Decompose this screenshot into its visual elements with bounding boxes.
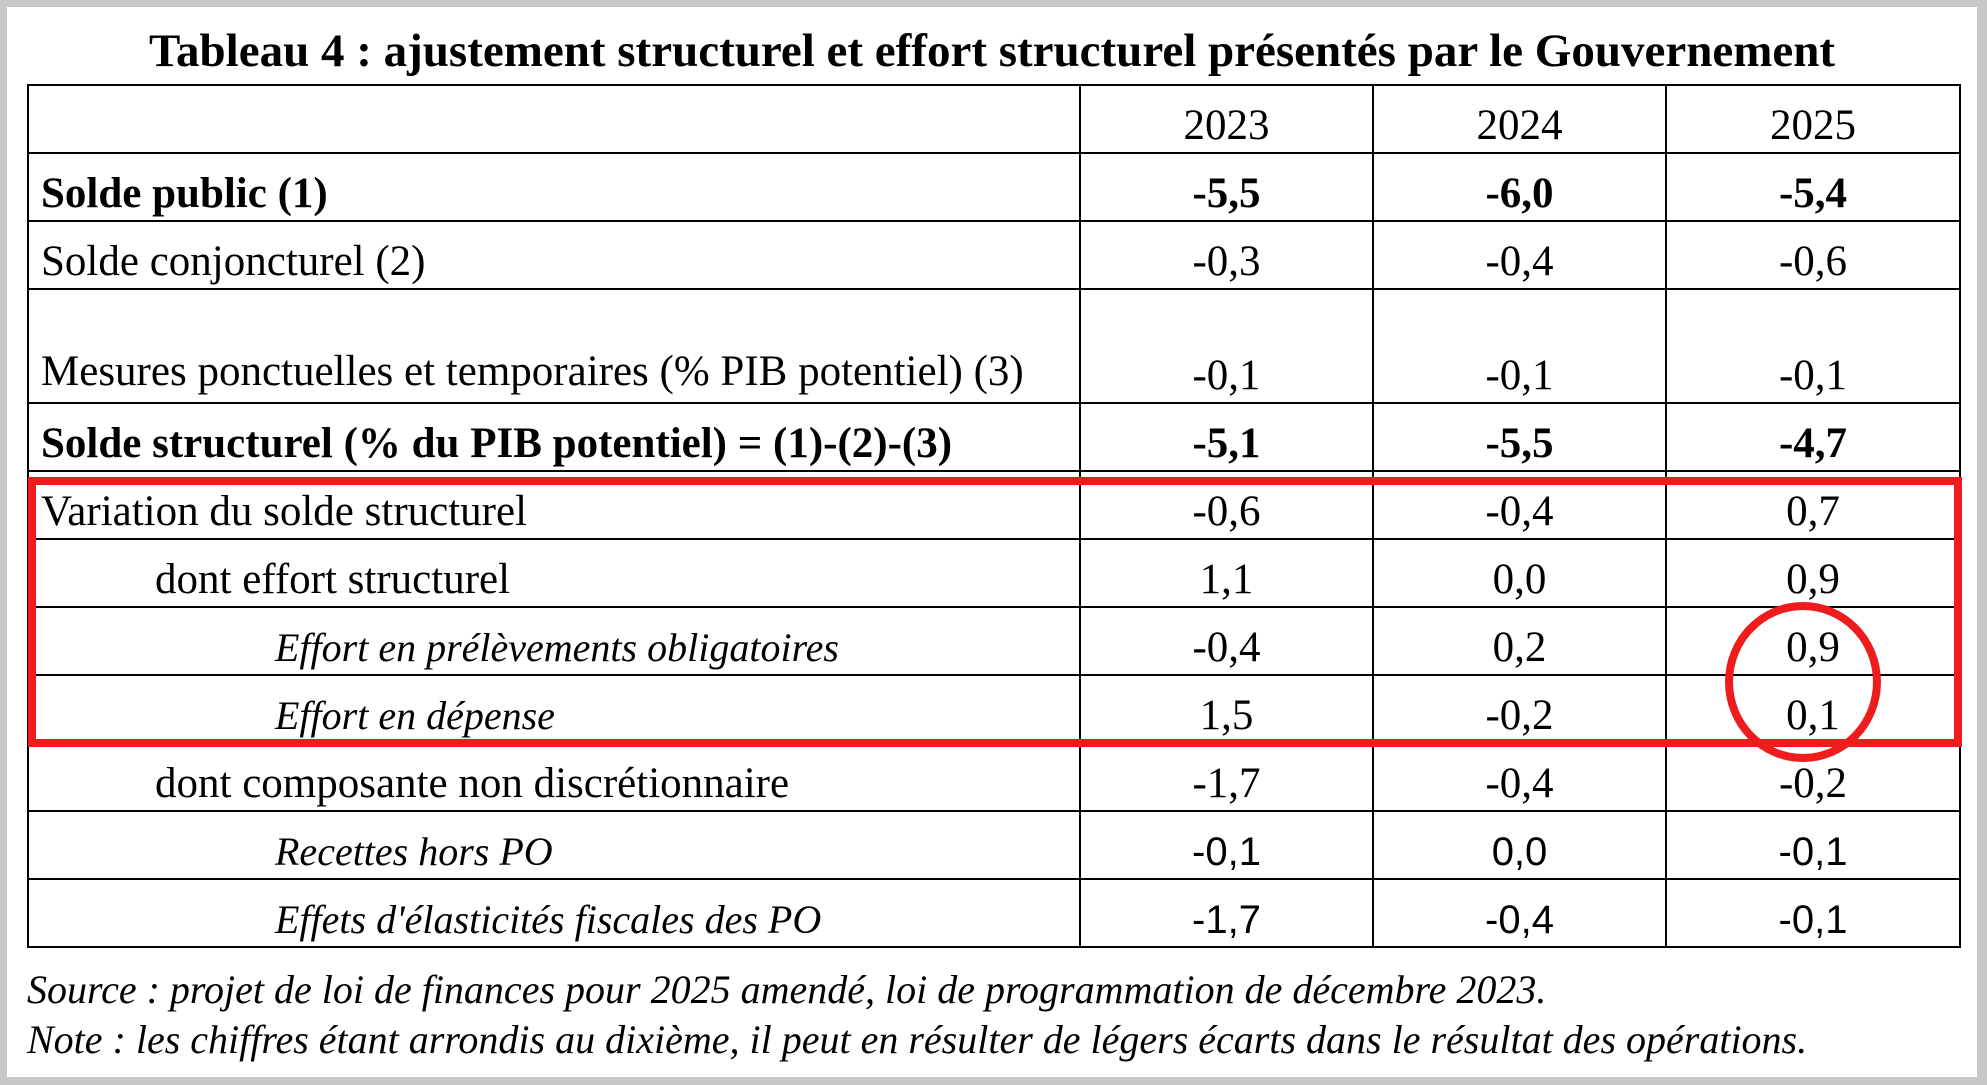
table-row — [28, 289, 1960, 403]
cell-value: -0,1 — [1666, 811, 1960, 879]
cell-value: -0,4 — [1373, 471, 1666, 539]
cell-value: -5,5 — [1373, 403, 1666, 471]
row-label: Recettes hors PO — [28, 811, 1080, 879]
table-title: Tableau 4 : ajustement structurel et effort structurel présentés par le Gouvernement — [148, 25, 1835, 77]
table-row — [28, 879, 1960, 947]
cell-value: -6,0 — [1373, 153, 1666, 221]
row-label: dont composante non discrétionnaire — [28, 743, 1080, 811]
cell-value: -0,1 — [1080, 289, 1373, 403]
row-label: Effets d'élasticités fiscales des PO — [28, 879, 1080, 947]
row-label: Effort en dépense — [28, 675, 1080, 743]
table-row — [28, 675, 1960, 743]
document-sheet — [7, 7, 1977, 1077]
rounding-note: Note : les chiffres étant arrondis au dixième, il peut en résulter de légers écarts dans le résultat des opérations. — [27, 1017, 1808, 1062]
cell-value: 0,7 — [1666, 471, 1960, 539]
cell-value: 1,5 — [1080, 675, 1373, 743]
cell-value: -0,2 — [1666, 743, 1960, 811]
cell-value: -0,1 — [1666, 289, 1960, 403]
cell-value: -0,4 — [1373, 221, 1666, 289]
table-row — [28, 539, 1960, 607]
table-row — [28, 607, 1960, 675]
cell-value: -4,7 — [1666, 403, 1960, 471]
row-label: dont effort structurel — [28, 539, 1080, 607]
cell-value: -0,4 — [1373, 743, 1666, 811]
header-cell-empty — [28, 85, 1080, 153]
row-label: Solde public (1) — [28, 153, 1080, 221]
cell-value: 0,9 — [1666, 539, 1960, 607]
cell-value: -0,6 — [1080, 471, 1373, 539]
header-cell-2025: 2025 — [1666, 85, 1960, 153]
cell-value: -5,4 — [1666, 153, 1960, 221]
row-label: Variation du solde structurel — [28, 471, 1080, 539]
cell-value: -0,2 — [1373, 675, 1666, 743]
table-row — [28, 403, 1960, 471]
header-row — [28, 85, 1960, 153]
cell-value: -1,7 — [1080, 879, 1373, 947]
cell-value: -5,1 — [1080, 403, 1373, 471]
header-cell-2023: 2023 — [1080, 85, 1373, 153]
cell-value: -0,1 — [1080, 811, 1373, 879]
cell-value: 1,1 — [1080, 539, 1373, 607]
table-row — [28, 471, 1960, 539]
header-cell-2024: 2024 — [1373, 85, 1666, 153]
cell-value: 0,0 — [1373, 811, 1666, 879]
cell-value: -0,4 — [1373, 879, 1666, 947]
cell-value: 0,0 — [1373, 539, 1666, 607]
row-label: Effort en prélèvements obligatoires — [28, 607, 1080, 675]
source-note: Source : projet de loi de finances pour 2025 amendé, loi de programmation de décembre 2023. — [27, 967, 1547, 1012]
cell-value: -0,4 — [1080, 607, 1373, 675]
table-row — [28, 153, 1960, 221]
cell-value: -0,3 — [1080, 221, 1373, 289]
cell-value: -1,7 — [1080, 743, 1373, 811]
row-label: Solde conjoncturel (2) — [28, 221, 1080, 289]
table-row — [28, 743, 1960, 811]
cell-value: -0,1 — [1666, 879, 1960, 947]
cell-value: 0,2 — [1373, 607, 1666, 675]
row-label: Mesures ponctuelles et temporaires (% PIB potentiel) (3) — [28, 289, 1080, 403]
table-row — [28, 811, 1960, 879]
cell-value: -0,6 — [1666, 221, 1960, 289]
cell-value: 0,1 — [1666, 675, 1960, 743]
table-notes — [27, 965, 1967, 1065]
data-table — [27, 84, 1961, 948]
row-label: Solde structurel (% du PIB potentiel) = (1)-(2)-(3) — [28, 403, 1080, 471]
table-row — [28, 221, 1960, 289]
cell-value: 0,9 — [1666, 607, 1960, 675]
cell-value: -0,1 — [1373, 289, 1666, 403]
cell-value: -5,5 — [1080, 153, 1373, 221]
